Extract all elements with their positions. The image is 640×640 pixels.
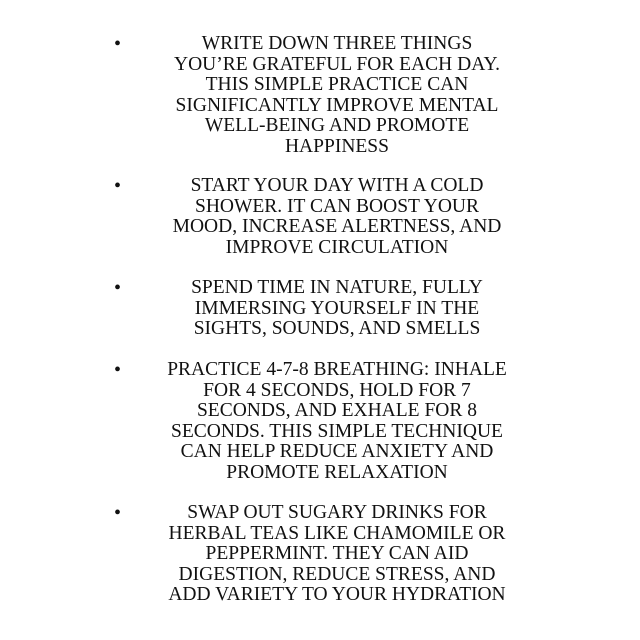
tip-text: WRITE DOWN THREE THINGS YOU’RE GRATEFUL FOR EACH DAY. THIS SIMPLE PRACTICE CAN SIGNIFICANTLY IMPROVE MENTAL WELL-BEING AND PROMOTE HAPPINESS — [174, 33, 500, 157]
bullet-icon: • — [114, 33, 122, 55]
tip-text: START YOUR DAY WITH A COLD SHOWER. IT CAN BOOST YOUR MOOD, INCREASE ALERTNESS, AND IMPROVE CIRCULATION — [172, 175, 502, 258]
bullet-icon: • — [114, 359, 122, 381]
bullet-icon: • — [114, 502, 122, 524]
bullet-icon: • — [114, 175, 122, 197]
tip-text: PRACTICE 4-7-8 BREATHING: INHALE FOR 4 SECONDS, HOLD FOR 7 SECONDS, AND EXHALE FOR 8 SECONDS. THIS SIMPLE TECHNIQUE CAN HELP REDUCE ANXIETY AND PROMOTE RELAXATION — [167, 359, 507, 483]
tip-text: SWAP OUT SUGARY DRINKS FOR HERBAL TEAS LIKE CHAMOMILE OR PEPPERMINT. THEY CAN AID DIGESTION, REDUCE STRESS, AND ADD VARIETY TO YOUR HYDRATION — [168, 502, 506, 605]
tip-text: SPEND TIME IN NATURE, FULLY IMMERSING YOURSELF IN THE SIGHTS, SOUNDS, AND SMELLS — [191, 277, 483, 339]
bullet-icon: • — [114, 277, 122, 299]
